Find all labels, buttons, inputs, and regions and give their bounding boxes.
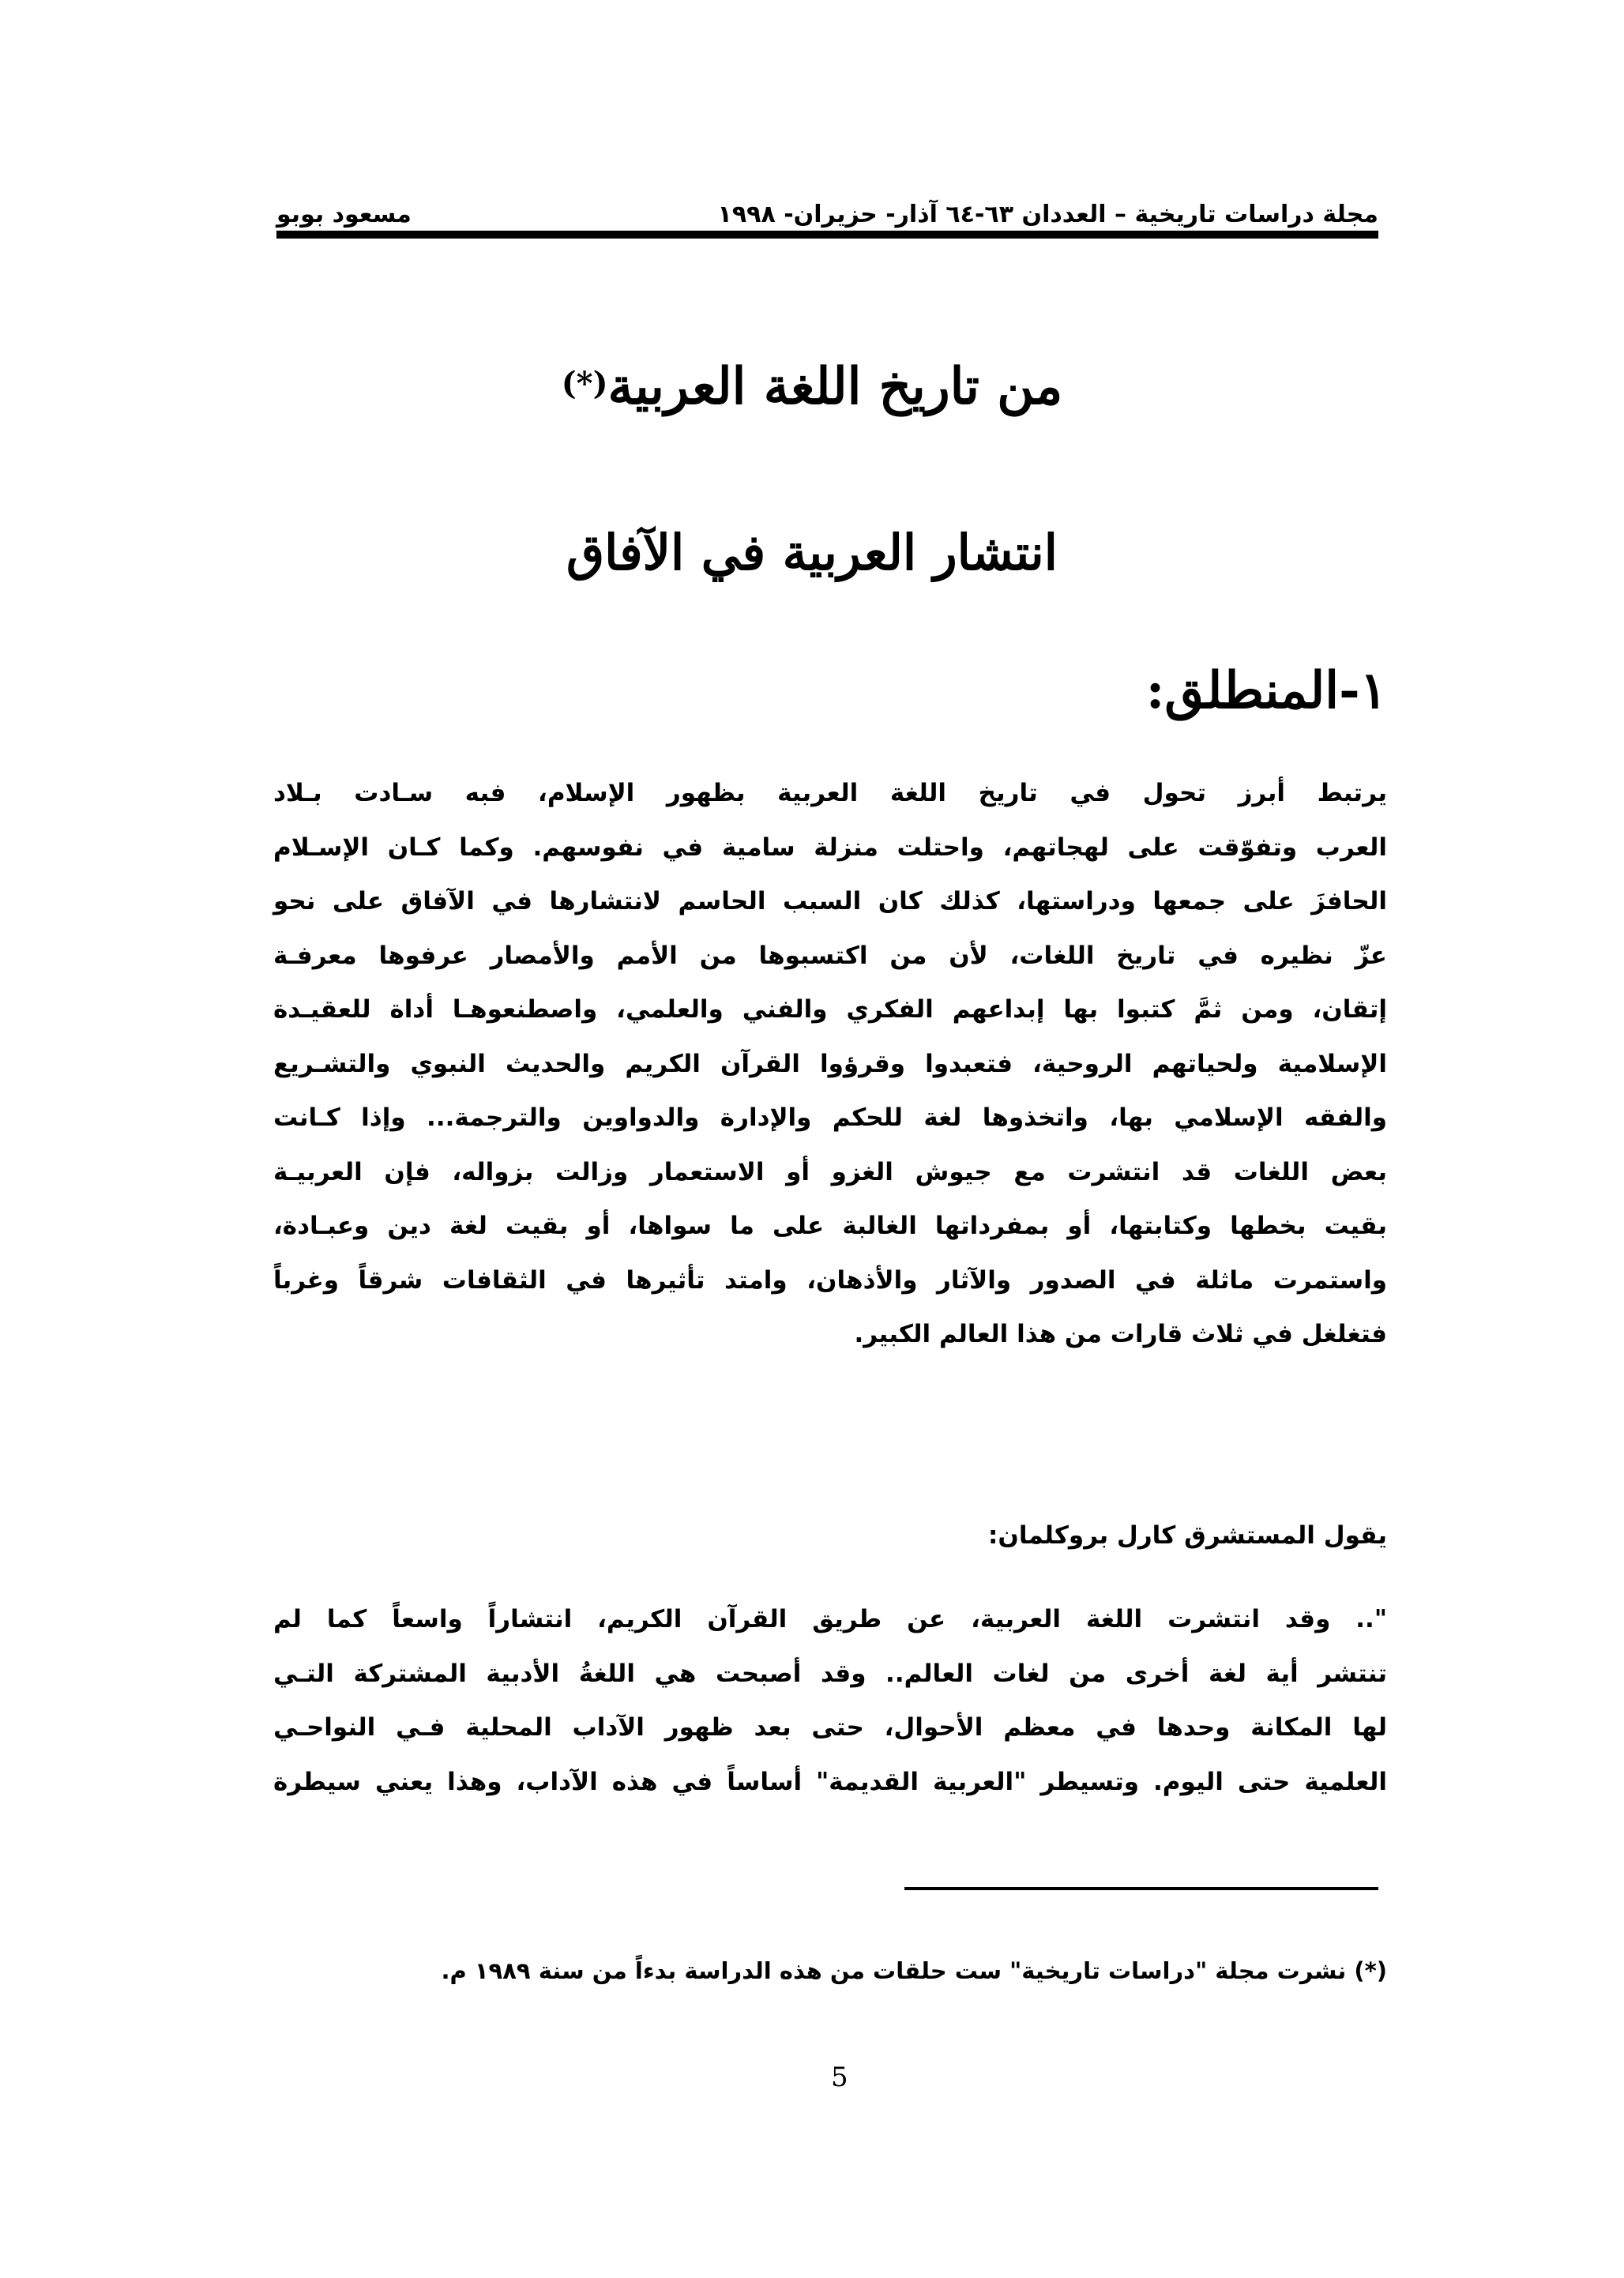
text-line: ".. وقد انتشرت اللغة العربية، عن طريق القرآن الكريم، انتشاراً واسعاً كما لم	[273, 1605, 1387, 1633]
footnote-separator	[904, 1887, 1378, 1890]
text-line: بعض اللغات قد انتشرت مع جيوش الغزو أو الاستعمار وزالت بزواله، فإن العربيـة	[273, 1157, 1387, 1186]
text-line: عزّ نظيره في تاريخ اللغات، لأن من اكتسبوها من الأمم والأمصار عرفوها معرفـة	[273, 941, 1387, 970]
article-title	[0, 348, 1624, 427]
text-line: واستمرت ماثلة في الصدور والآثار والأذهان، وامتد تأثيرها في الثقافات شرقاً وغرباً	[273, 1265, 1387, 1295]
journal-citation: مجلة دراسات تاريخية – العددان ٦٣-٦٤ آذار- حزيران- ١٩٩٨	[717, 201, 1378, 228]
article-subtitle: انتشار العربية في الآفاق	[566, 524, 1058, 581]
text-line: لها المكانة وحدها في معظم الأحوال، حتى بعد ظهور الآداب المحلية فـي النواحـي	[273, 1713, 1387, 1742]
text-line: الإسلامية ولحياتهم الروحية، فتعبدوا وقرؤوا القرآن الكريم والحديث النبوي والتشـريع	[273, 1049, 1387, 1078]
title-footnote-marker: (*)	[561, 365, 608, 402]
body-paragraph-1	[273, 766, 1387, 1362]
quoted-paragraph	[273, 1592, 1387, 1809]
text-line: يرتبط أبرز تحول في تاريخ اللغة العربية بظهور الإسلام، فبه سـادت بـلاد	[273, 779, 1387, 807]
quote-intro: يقول المستشرق كارل بروكلمان:	[987, 1521, 1387, 1550]
section-heading: ١-المنطلق:	[1145, 661, 1387, 720]
page-number: 5	[831, 2062, 848, 2093]
author-name: مسعود بوبو	[276, 201, 412, 228]
text-line: تنتشر أية لغة أخرى من لغات العالم.. وقد أصبحت هي اللغةُ الأدبية المشتركة التـي	[273, 1659, 1387, 1688]
text-line: إتقان، ومن ثمَّ كتبوا بها إبداعهم الفكري والفني والعلمي، واصطنعوهـا أداة للعقيـدة	[273, 995, 1387, 1024]
article-title-text: من تاريخ اللغة العربية	[607, 357, 1063, 416]
text-line: الحافزَ على جمعها ودراستها، كذلك كان السبب الحاسم لانتشارها في الآفاق على نحو	[273, 887, 1387, 915]
text-line: والفقه الإسلامي بها، واتخذوها لغة للحكم والإدارة والدواوين والترجمة... وإذا كـانت	[273, 1103, 1387, 1132]
header-rule	[276, 231, 1378, 239]
footnote: (*) نشرت مجلة "دراسات تاريخية" ست حلقات من هذه الدراسة بدءاً من سنة ١٩٨٩ م.	[441, 1957, 1387, 1984]
text-line: العرب وتفوّقت على لهجاتهم، واحتلت منزلة سامية في نفوسهم. وكما كـان الإسـلام	[273, 833, 1387, 862]
text-line: العلمية حتى اليوم. وتسيطر "العربية القديمة" أساساً في هذه الآداب، وهذا يعني سيطرة	[273, 1767, 1387, 1796]
running-header	[276, 199, 1378, 231]
text-line: بقيت بخطها وكتابتها، أو بمفرداتها الغالبة على ما سواها، أو بقيت لغة دين وعبـادة،	[273, 1212, 1387, 1240]
text-line: فتغلغل في ثلاث قارات من هذا العالم الكبير.	[854, 1320, 1387, 1348]
